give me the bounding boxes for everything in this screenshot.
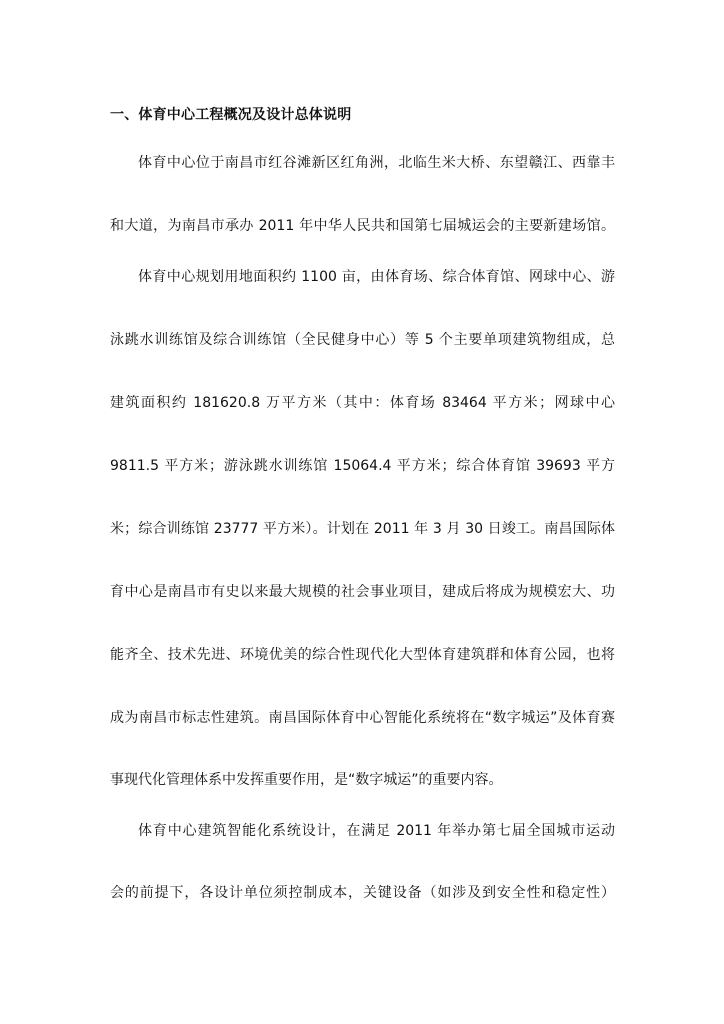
paragraph-line: 体育中心建筑智能化系统设计，在满足 2011 年举办第七届全国城市运动 <box>138 823 615 839</box>
paragraph-line: 9811.5 平方米；游泳跳水训练馆 15064.4 平方米；综合体育馆 39693 平方 <box>110 458 615 474</box>
paragraph-line: 成为南昌市标志性建筑。南昌国际体育中心智能化系统将在“数字城运”及体育赛 <box>110 710 615 726</box>
paragraph-line: 能齐全、技术先进、环境优美的综合性现代化大型体育建筑群和体育公园，也将 <box>110 647 615 663</box>
paragraph-line: 体育中心位于南昌市红谷滩新区红角洲，北临生米大桥、东望赣江、西靠丰 <box>138 155 615 171</box>
paragraph-line: 和大道，为南昌市承办 2011 年中华人民共和国第七届城运会的主要新建场馆。 <box>110 218 615 234</box>
paragraph-line: 泳跳水训练馆及综合训练馆（全民健身中心）等 5 个主要单项建筑物组成，总 <box>110 332 615 348</box>
paragraph-line: 事现代化管理体系中发挥重要作用，是“数字城运”的重要内容。 <box>110 772 503 788</box>
paragraph-line: 米；综合训练馆 23777 平方米）。计划在 2011 年 3 月 30 日竣工。南昌国际体 <box>110 521 615 537</box>
paragraph-line: 建筑面积约 181620.8 万平方米（其中：体育场 83464 平方米；网球中心 <box>110 395 615 411</box>
paragraph-line: 体育中心规划用地面积约 1100 亩，由体育场、综合体育馆、网球中心、游 <box>138 269 615 285</box>
paragraph-line: 育中心是南昌市有史以来最大规模的社会事业项目，建成后将成为规模宏大、功 <box>110 584 615 600</box>
paragraph-line: 会的前提下，各设计单位须控制成本，关键设备（如涉及到安全性和稳定性） <box>110 885 615 901</box>
section-heading: 一、体育中心工程概况及设计总体说明 <box>110 107 352 123</box>
